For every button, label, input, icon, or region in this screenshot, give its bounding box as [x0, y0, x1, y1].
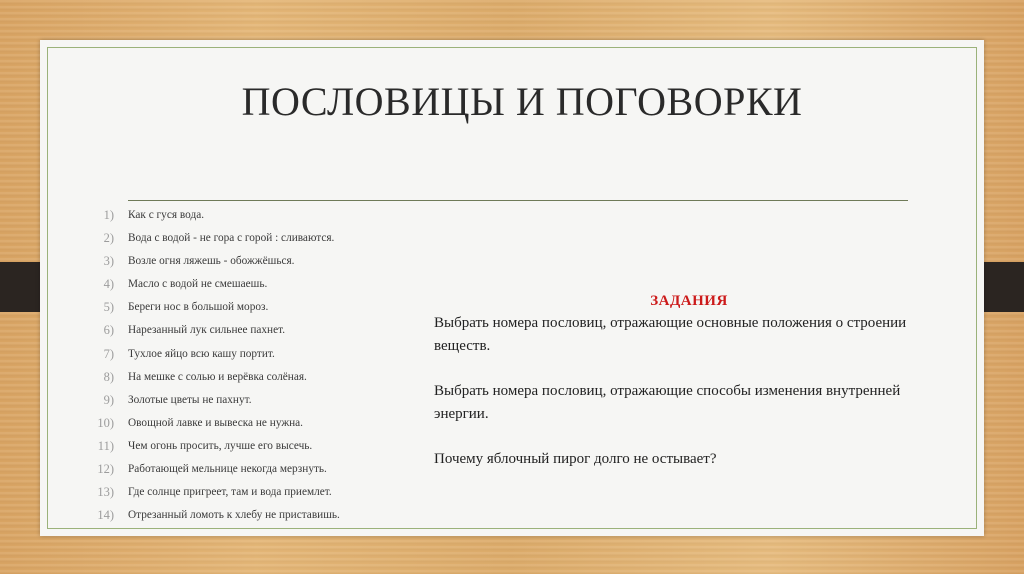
list-number: 3): [103, 254, 114, 269]
tasks-panel: [434, 293, 954, 471]
proverb-text: Береги нос в большой мороз.: [128, 301, 269, 314]
slide: [40, 40, 984, 536]
proverb-text: Тухлое яйцо всю кашу портит.: [128, 347, 275, 360]
task-1: Выбрать номера пословиц, отражающие основные положения о строении веществ.: [434, 315, 907, 354]
list-number: 11): [97, 438, 114, 453]
proverb-text: Масло с водой не смешаешь.: [128, 278, 268, 291]
list-number: 1): [103, 208, 114, 222]
list-number: 9): [103, 392, 114, 407]
title-divider: [128, 200, 908, 201]
list-number: 10): [97, 415, 114, 430]
spacer: [434, 358, 954, 380]
spacer: [434, 426, 954, 448]
proverb-text: Нарезанный лук сильнее пахнет.: [128, 324, 286, 337]
proverb-text: Возле огня ляжешь - обожжёшься.: [128, 255, 295, 268]
left-dark-strip: [0, 262, 40, 312]
task-3: Почему яблочный пирог долго не остывает?: [434, 451, 717, 467]
list-number: 14): [97, 508, 114, 523]
proverb-text: Золотые цветы не пахнут.: [128, 393, 252, 406]
proverb-text: Овощной лавке и вывеска не нужна.: [128, 416, 304, 429]
slide-title: ПОСЛОВИЦЫ И ПОГОВОРКИ: [241, 79, 803, 124]
list-number: 4): [103, 277, 114, 292]
proverb-text: Отрезанный ломоть к хлебу не приставишь.: [128, 509, 340, 522]
list-number: 5): [103, 300, 114, 315]
task-2: Выбрать номера пословиц, отражающие способы изменения внутренней энергии.: [434, 383, 901, 422]
list-number: 12): [97, 462, 114, 477]
list-number: 13): [97, 485, 114, 500]
list-number: 6): [103, 323, 114, 338]
list-number: 7): [103, 346, 114, 361]
tasks-heading: ЗАДАНИЯ: [650, 293, 728, 309]
proverb-text: Вода с водой - не гора с горой : сливаются.: [128, 232, 335, 245]
proverb-text: Как с гуся вода.: [128, 209, 205, 221]
list-number: 2): [103, 231, 114, 246]
proverb-text: Работающей мельнице некогда мерзнуть.: [128, 463, 327, 476]
proverb-text: Чем огонь просить, лучше его высечь.: [128, 439, 313, 452]
list-number: 8): [103, 369, 114, 384]
proverb-text: Где солнце пригреет, там и вода приемлет.: [128, 486, 332, 499]
proverb-text: На мешке с солью и верёвка солёная.: [128, 370, 307, 383]
